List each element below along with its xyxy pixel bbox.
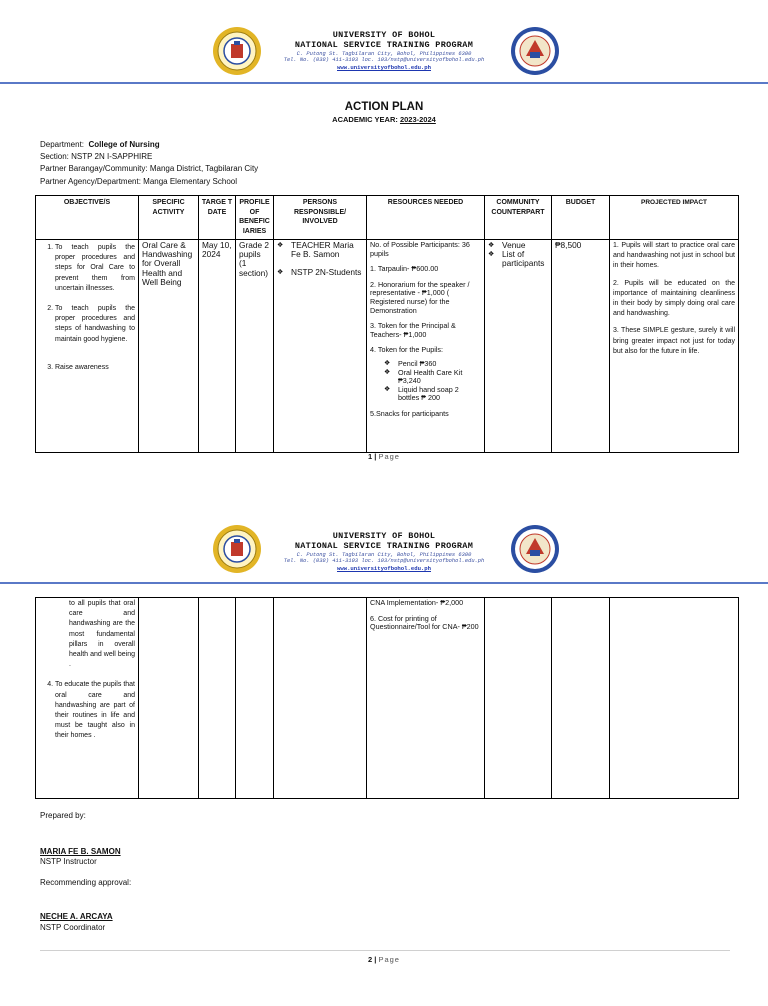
- signature-block: [40, 811, 131, 933]
- resource-5: 5.Snacks for participants: [370, 408, 449, 418]
- objective-3-continued: to all pupils that oral care and handwashing are the most fundamental pillars in overall health and well being .: [69, 600, 135, 669]
- token-pencil: ❖ Pencil ₱360: [384, 360, 481, 369]
- objective-3: 3. Raise awareness: [55, 363, 135, 373]
- person-students: ❖ NSTP 2N-Students: [277, 268, 363, 277]
- resource-6: 6. Cost for printing of Questionnaire/Tool for CNA- ₱200: [370, 613, 479, 632]
- header-target-date: TARGE T DATE: [199, 196, 236, 240]
- resource-cna-implementation: CNA Implementation- ₱2,000: [370, 598, 464, 607]
- page-number-1: 1 | Page: [368, 452, 400, 461]
- header-objectives: OBJECTIVE/S: [36, 196, 139, 240]
- token-kit: ❖ Oral Health Care Kit ₱3,240: [384, 369, 481, 386]
- objective-2: 2. To teach pupils the proper procedures and steps of handwashing to maintain good hygiene.: [55, 304, 135, 345]
- counterpart-list: ❖ List of participants: [488, 250, 548, 268]
- persons-cell: [274, 240, 367, 453]
- objective-4: 4. To educate the pupils that oral care and handwashing are part of their routines in life and must be taught also in their homes .: [55, 680, 135, 741]
- page-title: ACTION PLAN: [344, 101, 424, 113]
- section-line: Section: NSTP 2N I-SAPPHIRE: [40, 152, 153, 162]
- page-number-2: 2 | Page: [368, 955, 400, 964]
- university-name: UNIVERSITY OF BOHOL: [332, 30, 436, 40]
- person-teacher: ❖ TEACHER Maria Fe B. Samon: [277, 241, 363, 259]
- contact: Tel. No. (038) 411-3103 loc. 103/nstp@universityofbohol.edu.ph: [283, 558, 485, 564]
- page1-header: [0, 24, 768, 84]
- header-activity: SPECIFIC ACTIVITY: [139, 196, 199, 240]
- page2-header: [0, 522, 768, 582]
- objectives-cell-continued: [36, 598, 139, 799]
- resource-3: 3. Token for the Principal & Teachers- ₱1,000: [370, 321, 456, 339]
- header-budget: BUDGET: [552, 196, 610, 240]
- coordinator-name: NECHE A. ARCAYA: [40, 912, 113, 921]
- plan-info: [40, 139, 258, 188]
- program-name: NATIONAL SERVICE TRAINING PROGRAM: [294, 541, 474, 551]
- header-rule: [0, 82, 768, 84]
- resource-participants: No. of Possible Participants: 36 pupils: [370, 240, 470, 258]
- resource-1: 1. Tarpaulin- ₱600.00: [370, 264, 439, 274]
- activity-cell: Oral Care & Handwashing for Overall Health and Well Being: [139, 240, 199, 453]
- header-resources: RESOURCES NEEDED: [367, 196, 485, 240]
- token-soap: ❖ Liquid hand soap 2 bottles ₱ 200: [384, 386, 481, 403]
- header-persons: PERSONS RESPONSIBLE/ INVOLVED: [274, 196, 367, 240]
- agency-line: Partner Agency/Department: Manga Elementary School: [40, 176, 237, 186]
- barangay-line: Partner Barangay/Community: Manga District, Tagbilaran City: [40, 164, 259, 174]
- header-beneficiaries: PROFILE OF BENEFIC IARIES: [236, 196, 274, 240]
- resource-2: 2. Honorarium for the speaker / representative - ₱1,000 ( Registered nurse) for the Demonstration: [370, 279, 470, 315]
- contact: Tel. No. (038) 411-3103 loc. 103/nstp@universityofbohol.edu.ph: [283, 57, 485, 63]
- counterpart-cell: [485, 240, 552, 453]
- target-date-cell: May 10, 2024: [199, 240, 236, 453]
- address: C. Putong St. Tagbilaran City, Bohol, Philippines 6300: [296, 552, 472, 558]
- beneficiaries-cell: Grade 2 pupils (1 section): [236, 240, 274, 453]
- counterpart-venue: ❖ Venue: [488, 241, 548, 250]
- department-line: Department: College of Nursing: [40, 140, 160, 149]
- recommending-label: Recommending approval:: [40, 877, 132, 887]
- header-counterpart: COMMUNITY COUNTERPART: [485, 196, 552, 240]
- header-impact: PROJECTED IMPACT: [610, 196, 739, 240]
- objective-1: 1. To teach pupils the proper procedures and steps for Oral Care to prevent them from uncertain illnesses.: [55, 243, 135, 294]
- university-name: UNIVERSITY OF BOHOL: [332, 531, 436, 541]
- program-name: NATIONAL SERVICE TRAINING PROGRAM: [294, 40, 474, 50]
- header-rule: [0, 582, 768, 584]
- budget-cell: ₱8,500: [552, 240, 610, 453]
- action-plan-table: [35, 195, 739, 453]
- resources-cell: [367, 240, 485, 453]
- impact-cell: [610, 240, 739, 453]
- instructor-name: MARIA FE B. SAMON: [40, 846, 121, 856]
- academic-year: ACADEMIC YEAR: 2023-2024: [332, 115, 436, 124]
- impact-1: 1. Pupils will start to practice oral care and handwashing not just in school but in their homes.: [613, 242, 735, 270]
- objectives-cell: [36, 240, 139, 453]
- website-link[interactable]: www.universityofbohol.edu.ph: [337, 565, 431, 572]
- resource-4: 4. Token for the Pupils:: [370, 345, 443, 355]
- prepared-by-label: Prepared by:: [40, 811, 86, 820]
- coordinator-title: NSTP Coordinator: [40, 922, 106, 932]
- address: C. Putong St. Tagbilaran City, Bohol, Philippines 6300: [296, 51, 472, 57]
- action-plan-table-continued: [35, 597, 739, 799]
- impact-3: 3. These SIMPLE gesture, surely it will bring greater impact not just for today but also for the future in life.: [613, 327, 735, 355]
- website-link[interactable]: www.universityofbohol.edu.ph: [337, 64, 431, 71]
- impact-2: 2. Pupils will be educated on the importance of maintaining cleanliness in their body by simply doing oral care and handwashing.: [613, 279, 735, 318]
- resources-cell-continued: [367, 598, 485, 799]
- instructor-title: NSTP Instructor: [40, 857, 97, 866]
- footer-divider: [40, 950, 730, 951]
